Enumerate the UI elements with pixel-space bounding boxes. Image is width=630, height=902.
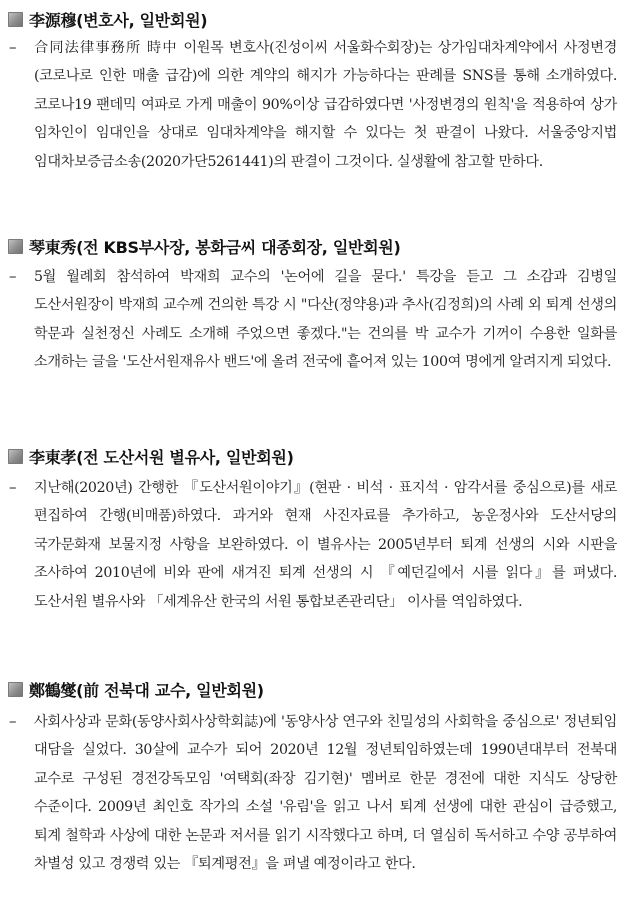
entry-heading bbox=[8, 234, 400, 258]
dash-bullet: – bbox=[9, 712, 17, 730]
entry-body: 사회사상과 문화(동양사회사상학회誌)에 '동양사상 연구와 친밀성의 사회학을 중심으로' 정년퇴임 대담을 실었다. 30살에 교수가 되어 2020년 12월 정년퇴임하였는데 1990년대부터 전북대 교수로 구성된 경전강독모임 '여택회(좌장 김기현)' 멤버로 한문 경전에 대한 지식도 상당한 수준이다. 2009년 최인호 작가의 소설 '유림'을 읽고 나서 퇴계 선생에 대한 관심이 급증했고, 퇴계 철학과 사상에 대한 논문과 저서를 읽기 시작했다고 하며, 더 열심히 독서하고 수양 공부하여 차별성 있고 경쟁력 있는 『퇴계평전』을 펴낼 예정이라고 한다. bbox=[34, 714, 617, 873]
dash-bullet: – bbox=[9, 478, 17, 496]
entry-heading-text: 琴東秀(전 KBS부사장, 봉화금씨 대종회장, 일반회원) bbox=[29, 237, 401, 257]
dash-bullet: – bbox=[9, 267, 17, 285]
gray-square-bullet-icon bbox=[8, 682, 23, 697]
entry-heading-text: 李東孝(전 도산서원 별유사, 일반회원) bbox=[29, 447, 294, 467]
entry-heading bbox=[8, 7, 207, 31]
entry-heading bbox=[8, 444, 294, 468]
entry-body: 5월 월례회 참석하여 박재희 교수의 '논어에 길을 묻다.' 특강을 듣고 그 소감과 김병일 도산서원장이 박재희 교수께 건의한 특강 시 "다산(정약용)과 추사(김정희)의 사례 외 퇴계 선생의 학문과 실천정신 사례도 소개해 주었으면 좋겠다."는 건의를 박 교수가 기꺼이 수용한 일화를 소개하는 글을 '도산서원재유사 밴드'에 올려 전국에 흩어져 있는 100여 명에게 알려지게 되었다. bbox=[34, 269, 617, 371]
entry-body: 지난해(2020년) 간행한 『도산서원이야기』(현판 · 비석 · 표지석 · 암각서를 중심으로)를 새로 편집하여 간행(비매품)하였다. 과거와 현재 사진자료를 추가하고, 농운정사와 도산서당의 국가문화재 보물지정 사항을 보완하였다. 이 별유사는 2005년부터 퇴계 선생의 시와 시판을 조사하여 2010년에 비와 판에 새겨진 퇴계 선생의 시 『예던길에서 시를 읽다』를 펴냈다. 도산서원 별유사와 「세계유산 한국의 서원 통합보존관리단」 이사를 역임하였다. bbox=[34, 480, 617, 610]
entry-body: 合同法律事務所 時中 이원목 변호사(진성이씨 서울화수회장)는 상가임대차계약에서 사정변경(코로나로 인한 매출 급감)에 의한 계약의 해지가 가능하다는 판례를 SNS를 통해 소개하였다. 코로나19 팬데믹 여파로 가게 매출이 90%이상 급감하였다면 '사정변경의 원칙'을 적용하여 상가 임차인이 임대인을 상대로 임대차계약을 해지할 수 있다는 첫 판결이 나왔다. 서울중앙지법 임대차보증금소송(2020가단5261441)의 판결이 그것이다. 실생활에 참고할 만하다. bbox=[34, 40, 617, 170]
dash-bullet: – bbox=[9, 38, 17, 56]
entry-heading-text: 李源穆(변호사, 일반회원) bbox=[29, 10, 208, 30]
gray-square-bullet-icon bbox=[8, 449, 23, 464]
entry-heading-text: 鄭鶴燮(前 전북대 교수, 일반회원) bbox=[29, 680, 264, 700]
gray-square-bullet-icon bbox=[8, 239, 23, 254]
entry-heading bbox=[8, 677, 264, 701]
gray-square-bullet-icon bbox=[8, 12, 23, 27]
